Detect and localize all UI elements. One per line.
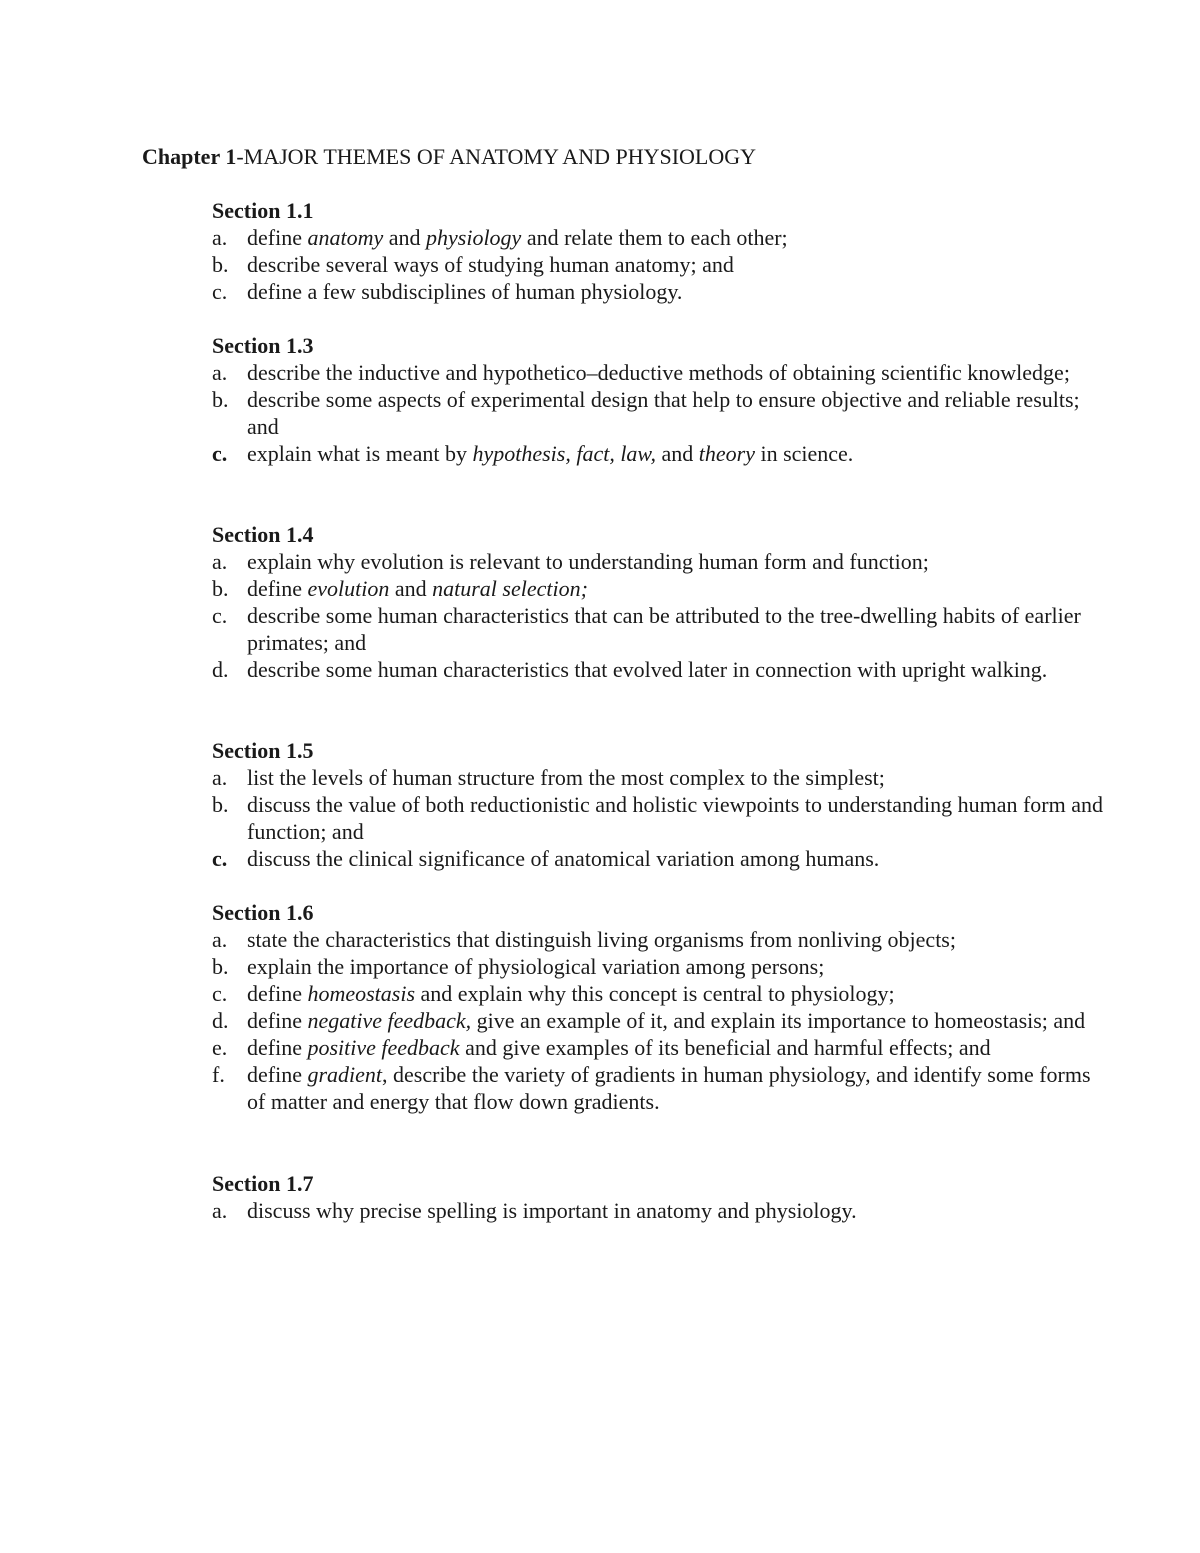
- list-item: [212, 1061, 1112, 1115]
- list-item-marker: b.: [212, 954, 229, 979]
- italic-term: hypothesis, fact, law,: [472, 441, 656, 466]
- text-run: define a few subdisciplines of human physiology.: [247, 279, 683, 304]
- list-item-marker: a.: [212, 1198, 228, 1223]
- italic-term: anatomy: [307, 225, 384, 250]
- list-item: [212, 224, 1112, 251]
- list-item: [212, 1007, 1112, 1034]
- list-item-text: [247, 1034, 1112, 1061]
- section-1-4: [212, 521, 1112, 683]
- section-1-7: [212, 1170, 1112, 1224]
- italic-term: negative feedback,: [307, 1008, 472, 1033]
- text-run: list the levels of human structure from the most complex to the simplest;: [247, 765, 885, 790]
- text-run: in science.: [754, 441, 854, 466]
- section-1-6: [212, 899, 1112, 1115]
- text-run: explain the importance of physiological variation among persons;: [247, 954, 825, 979]
- list-item-text: [247, 359, 1112, 386]
- list-item-marker: c.: [212, 279, 228, 304]
- text-run: and: [383, 225, 426, 250]
- list-item-marker: c.: [212, 846, 228, 871]
- text-run: define: [247, 576, 308, 601]
- list-item-marker: d.: [212, 1008, 229, 1033]
- chapter-title-rest: -MAJOR THEMES OF ANATOMY AND PHYSIOLOGY: [236, 144, 757, 169]
- text-run: define: [247, 1062, 308, 1087]
- list-item: [212, 575, 1112, 602]
- section-heading: Section 1.6: [212, 900, 314, 925]
- text-run: explain why evolution is relevant to understanding human form and function;: [247, 549, 929, 574]
- list-item-marker: b.: [212, 387, 229, 412]
- list-item-text: [247, 575, 1112, 602]
- text-run: and: [655, 441, 699, 466]
- list-item-text: [247, 926, 1112, 953]
- text-run: define: [247, 225, 308, 250]
- text-run: describe several ways of studying human anatomy; and: [247, 252, 734, 277]
- chapter-title-prefix: Chapter 1: [142, 144, 237, 169]
- section-heading: Section 1.3: [212, 333, 314, 358]
- list-item: [212, 764, 1112, 791]
- section-1-5: [212, 737, 1112, 872]
- list-item-text: [247, 440, 1112, 467]
- text-run: discuss the clinical significance of anatomical variation among humans.: [247, 846, 880, 871]
- list-item-text: [247, 845, 1112, 872]
- italic-term: physiology: [426, 225, 522, 250]
- list-item-marker: c.: [212, 441, 228, 466]
- list-item: [212, 953, 1112, 980]
- list-item: [212, 440, 1112, 467]
- section-heading: Section 1.5: [212, 738, 314, 763]
- list-item-text: [247, 1061, 1112, 1115]
- list-item: [212, 251, 1112, 278]
- list-item-marker: b.: [212, 792, 229, 817]
- list-item-marker: c.: [212, 603, 228, 628]
- text-run: and give examples of its beneficial and harmful effects; and: [459, 1035, 991, 1060]
- italic-term: evolution: [307, 576, 390, 601]
- list-item-text: [247, 386, 1112, 440]
- italic-term: homeostasis: [307, 981, 416, 1006]
- text-run: , describe the variety of gradients in human physiology, and identify some forms of matter and energy that flow down gradients.: [247, 1062, 1091, 1114]
- list-item-marker: a.: [212, 927, 228, 952]
- text-run: define: [247, 1008, 308, 1033]
- section-heading: Section 1.7: [212, 1171, 314, 1196]
- list-item-marker: a.: [212, 360, 228, 385]
- text-run: state the characteristics that distinguish living organisms from nonliving objects;: [247, 927, 956, 952]
- section-heading: Section 1.4: [212, 522, 314, 547]
- section-1-3: [212, 332, 1112, 467]
- text-run: define: [247, 1035, 308, 1060]
- list-item-marker: b.: [212, 576, 229, 601]
- italic-term: positive feedback: [307, 1035, 460, 1060]
- list-item-text: [247, 1007, 1112, 1034]
- list-item-text: [247, 602, 1112, 656]
- text-run: and: [389, 576, 433, 601]
- list-item-text: [247, 224, 1112, 251]
- text-run: discuss the value of both reductionistic and holistic viewpoints to understanding human form and function; and: [247, 792, 1104, 844]
- list-item: [212, 386, 1112, 440]
- text-run: describe the inductive and hypothetico–deductive methods of obtaining scientific knowledge;: [247, 360, 1070, 385]
- list-item: [212, 845, 1112, 872]
- text-run: give an example of it, and explain its importance to homeostasis; and: [471, 1008, 1086, 1033]
- italic-term: natural selection;: [432, 576, 588, 601]
- section-heading: Section 1.1: [212, 198, 314, 223]
- list-item-text: [247, 278, 1112, 305]
- text-run: describe some human characteristics that can be attributed to the tree-dwelling habits of earlier primates; and: [247, 603, 1081, 655]
- list-item-marker: f.: [212, 1062, 225, 1087]
- list-item-text: [247, 791, 1112, 845]
- list-item: [212, 548, 1112, 575]
- list-item-marker: d.: [212, 657, 229, 682]
- list-item-marker: a.: [212, 549, 228, 574]
- list-item: [212, 359, 1112, 386]
- list-item: [212, 980, 1112, 1007]
- list-item-text: [247, 953, 1112, 980]
- text-run: and relate them to each other;: [521, 225, 788, 250]
- list-item-text: [247, 1197, 1112, 1224]
- list-item-text: [247, 980, 1112, 1007]
- list-item-marker: b.: [212, 252, 229, 277]
- list-item-marker: e.: [212, 1035, 228, 1060]
- list-item: [212, 926, 1112, 953]
- list-item: [212, 1034, 1112, 1061]
- chapter-title: [142, 142, 756, 172]
- text-run: explain what is meant by: [247, 441, 473, 466]
- list-item-marker: c.: [212, 981, 228, 1006]
- list-item: [212, 602, 1112, 656]
- italic-term: gradient: [307, 1062, 383, 1087]
- text-run: describe some human characteristics that evolved later in connection with upright walking.: [247, 657, 1048, 682]
- list-item: [212, 791, 1112, 845]
- italic-term: theory: [698, 441, 755, 466]
- list-item-text: [247, 764, 1112, 791]
- list-item-text: [247, 251, 1112, 278]
- list-item: [212, 278, 1112, 305]
- text-run: describe some aspects of experimental design that help to ensure objective and reliable results; and: [247, 387, 1080, 439]
- list-item-text: [247, 548, 1112, 575]
- list-item-marker: a.: [212, 765, 228, 790]
- section-1-1: [212, 197, 1112, 305]
- text-run: define: [247, 981, 308, 1006]
- text-run: and explain why this concept is central to physiology;: [415, 981, 895, 1006]
- list-item-text: [247, 656, 1112, 683]
- text-run: discuss why precise spelling is important in anatomy and physiology.: [247, 1198, 857, 1223]
- list-item-marker: a.: [212, 225, 228, 250]
- list-item: [212, 1197, 1112, 1224]
- list-item: [212, 656, 1112, 683]
